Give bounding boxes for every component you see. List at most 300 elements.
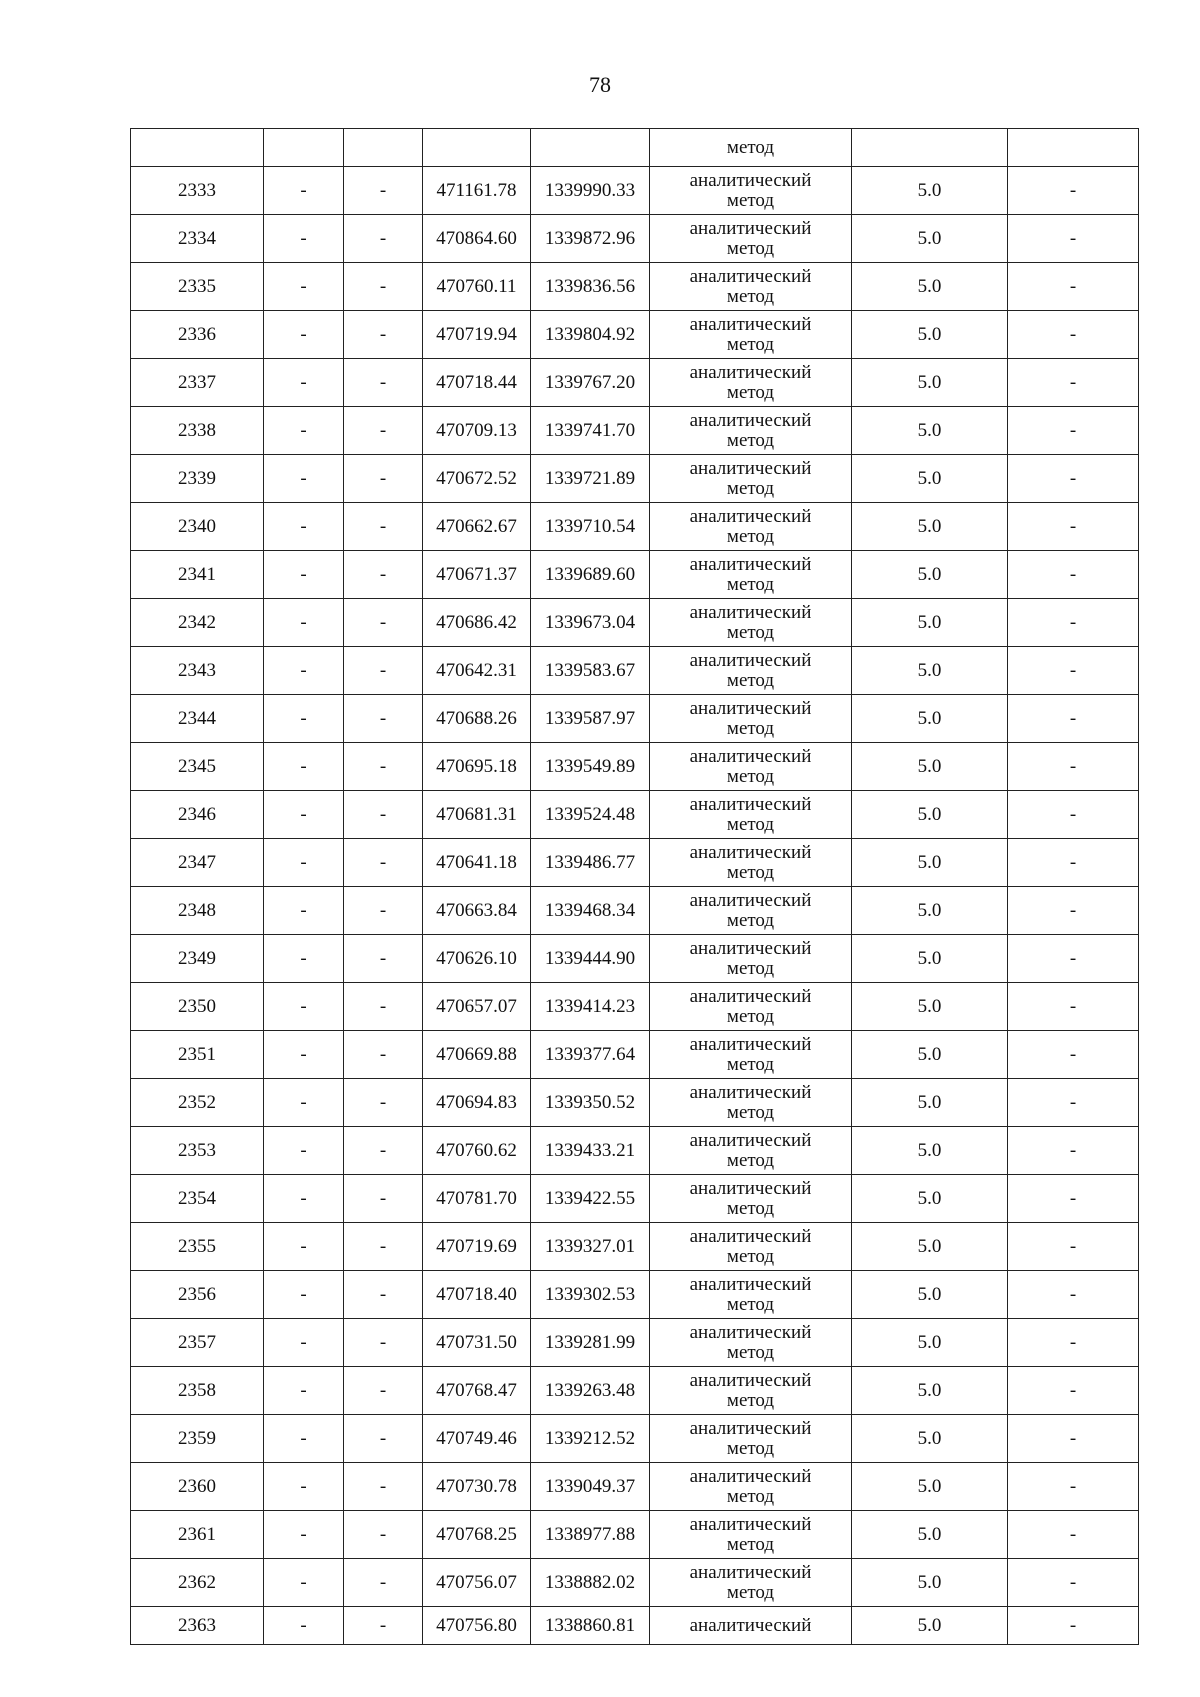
cell-point-number: 2356 bbox=[131, 1271, 264, 1319]
cell-accuracy: 5.0 bbox=[852, 215, 1008, 263]
cell-x-coordinate: 470760.11 bbox=[423, 263, 531, 311]
cell-dash: - bbox=[1008, 551, 1139, 599]
table-row bbox=[131, 1463, 1139, 1511]
cell-dash: - bbox=[1008, 791, 1139, 839]
cell-x-coordinate: 470657.07 bbox=[423, 983, 531, 1031]
table-row bbox=[131, 263, 1139, 311]
cell-method bbox=[650, 311, 852, 359]
method-line-2: метод bbox=[726, 285, 775, 307]
method-line-2: метод bbox=[726, 237, 775, 259]
cell-method bbox=[650, 551, 852, 599]
cell-y-coordinate: 1338860.81 bbox=[531, 1607, 650, 1645]
table-row bbox=[131, 1319, 1139, 1367]
method-line-2: метод bbox=[726, 909, 775, 931]
cell-method bbox=[650, 935, 852, 983]
cell-dash: - bbox=[264, 1271, 344, 1319]
cell-dash: - bbox=[264, 311, 344, 359]
method-line-1: аналитический bbox=[689, 1417, 812, 1439]
table-row bbox=[131, 935, 1139, 983]
cell-dash: - bbox=[1008, 935, 1139, 983]
table-row bbox=[131, 167, 1139, 215]
method-line-2: метод bbox=[726, 525, 775, 547]
cell-y-coordinate: 1339414.23 bbox=[531, 983, 650, 1031]
cell-dash: - bbox=[344, 263, 423, 311]
cell-dash: - bbox=[344, 839, 423, 887]
cell-accuracy: 5.0 bbox=[852, 1559, 1008, 1607]
cell-point-number: 2363 bbox=[131, 1607, 264, 1645]
method-line-2: метод bbox=[726, 573, 775, 595]
cell-dash: - bbox=[264, 215, 344, 263]
table-row bbox=[131, 839, 1139, 887]
cell-dash: - bbox=[264, 1463, 344, 1511]
table-row bbox=[131, 551, 1139, 599]
table-row bbox=[131, 1559, 1139, 1607]
method-line-1: аналитический bbox=[689, 169, 812, 191]
cell-method bbox=[650, 215, 852, 263]
cell-accuracy: 5.0 bbox=[852, 839, 1008, 887]
table-row bbox=[131, 1367, 1139, 1415]
cell-y-coordinate: 1339433.21 bbox=[531, 1127, 650, 1175]
cell-x-coordinate: 470768.47 bbox=[423, 1367, 531, 1415]
cell-dash: - bbox=[264, 743, 344, 791]
cell-accuracy: 5.0 bbox=[852, 1415, 1008, 1463]
table-row bbox=[131, 743, 1139, 791]
cell-y-coordinate: 1339212.52 bbox=[531, 1415, 650, 1463]
cell-y-coordinate: 1339327.01 bbox=[531, 1223, 650, 1271]
table-row bbox=[131, 983, 1139, 1031]
cell-x-coordinate: 470662.67 bbox=[423, 503, 531, 551]
cell-x-coordinate: 470781.70 bbox=[423, 1175, 531, 1223]
method-line-1: аналитический bbox=[689, 457, 812, 479]
cell-y-coordinate: 1339583.67 bbox=[531, 647, 650, 695]
cell-empty bbox=[531, 129, 650, 167]
cell-x-coordinate: 470749.46 bbox=[423, 1415, 531, 1463]
cell-accuracy: 5.0 bbox=[852, 311, 1008, 359]
cell-accuracy: 5.0 bbox=[852, 503, 1008, 551]
cell-accuracy: 5.0 bbox=[852, 1463, 1008, 1511]
cell-dash: - bbox=[1008, 1175, 1139, 1223]
cell-dash: - bbox=[264, 1511, 344, 1559]
cell-dash: - bbox=[1008, 1367, 1139, 1415]
cell-accuracy: 5.0 bbox=[852, 455, 1008, 503]
cell-dash: - bbox=[344, 1319, 423, 1367]
cell-method bbox=[650, 791, 852, 839]
cell-dash: - bbox=[344, 599, 423, 647]
table-row bbox=[131, 1415, 1139, 1463]
cell-method: аналитический bbox=[650, 1607, 852, 1645]
cell-x-coordinate: 470864.60 bbox=[423, 215, 531, 263]
method-line-2: метод bbox=[726, 1389, 775, 1411]
cell-point-number: 2342 bbox=[131, 599, 264, 647]
cell-method bbox=[650, 743, 852, 791]
table-row bbox=[131, 647, 1139, 695]
cell-method bbox=[650, 983, 852, 1031]
cell-dash: - bbox=[344, 1031, 423, 1079]
cell-method bbox=[650, 695, 852, 743]
cell-dash: - bbox=[344, 1511, 423, 1559]
cell-dash: - bbox=[1008, 1127, 1139, 1175]
cell-dash: - bbox=[344, 407, 423, 455]
method-line-2: метод bbox=[726, 1485, 775, 1507]
cell-dash: - bbox=[264, 503, 344, 551]
method-line-1: аналитический bbox=[689, 217, 812, 239]
cell-method bbox=[650, 1511, 852, 1559]
method-line-1: аналитический bbox=[689, 1465, 812, 1487]
table-row bbox=[131, 1031, 1139, 1079]
cell-point-number: 2351 bbox=[131, 1031, 264, 1079]
cell-y-coordinate: 1339486.77 bbox=[531, 839, 650, 887]
cell-dash: - bbox=[264, 695, 344, 743]
cell-x-coordinate: 470642.31 bbox=[423, 647, 531, 695]
cell-x-coordinate: 470709.13 bbox=[423, 407, 531, 455]
cell-dash: - bbox=[1008, 599, 1139, 647]
cell-dash: - bbox=[264, 791, 344, 839]
cell-y-coordinate: 1339673.04 bbox=[531, 599, 650, 647]
cell-method bbox=[650, 1079, 852, 1127]
cell-dash: - bbox=[1008, 1031, 1139, 1079]
cell-accuracy: 5.0 bbox=[852, 1127, 1008, 1175]
cell-point-number: 2358 bbox=[131, 1367, 264, 1415]
cell-dash: - bbox=[1008, 1079, 1139, 1127]
method-line-1: аналитический bbox=[689, 985, 812, 1007]
cell-dash: - bbox=[344, 887, 423, 935]
cell-x-coordinate: 470718.44 bbox=[423, 359, 531, 407]
cell-method: метод bbox=[650, 129, 852, 167]
method-line-2: метод bbox=[726, 621, 775, 643]
cell-method bbox=[650, 1319, 852, 1367]
cell-accuracy: 5.0 bbox=[852, 167, 1008, 215]
cell-method bbox=[650, 599, 852, 647]
cell-method bbox=[650, 359, 852, 407]
cell-dash: - bbox=[344, 935, 423, 983]
cell-dash: - bbox=[264, 1559, 344, 1607]
cell-accuracy: 5.0 bbox=[852, 1031, 1008, 1079]
cell-point-number: 2353 bbox=[131, 1127, 264, 1175]
cell-x-coordinate: 470681.31 bbox=[423, 791, 531, 839]
table-row bbox=[131, 1511, 1139, 1559]
cell-x-coordinate: 470671.37 bbox=[423, 551, 531, 599]
cell-point-number: 2340 bbox=[131, 503, 264, 551]
table-row bbox=[131, 695, 1139, 743]
cell-x-coordinate: 470695.18 bbox=[423, 743, 531, 791]
method-line-1: аналитический bbox=[689, 1033, 812, 1055]
method-line-2: метод bbox=[726, 333, 775, 355]
method-line-2: метод bbox=[726, 813, 775, 835]
method-line-1: аналитический bbox=[689, 697, 812, 719]
cell-x-coordinate: 470719.94 bbox=[423, 311, 531, 359]
page-number: 78 bbox=[589, 72, 611, 97]
method-line-2: метод bbox=[726, 189, 775, 211]
method-line-2: метод bbox=[726, 1341, 775, 1363]
cell-dash: - bbox=[1008, 983, 1139, 1031]
cell-dash: - bbox=[264, 1367, 344, 1415]
method-line-1: аналитический bbox=[689, 1513, 812, 1535]
cell-method bbox=[650, 839, 852, 887]
cell-method bbox=[650, 887, 852, 935]
method-line-2: метод bbox=[726, 1437, 775, 1459]
cell-method bbox=[650, 1031, 852, 1079]
cell-point-number: 2335 bbox=[131, 263, 264, 311]
cell-point-number: 2357 bbox=[131, 1319, 264, 1367]
cell-point-number: 2360 bbox=[131, 1463, 264, 1511]
table-row bbox=[131, 791, 1139, 839]
method-line-1: аналитический bbox=[689, 313, 812, 335]
cell-method bbox=[650, 1463, 852, 1511]
method-line-1: аналитический bbox=[689, 1561, 812, 1583]
cell-x-coordinate: 470686.42 bbox=[423, 599, 531, 647]
cell-dash: - bbox=[264, 407, 344, 455]
method-line-1: аналитический bbox=[689, 1321, 812, 1343]
method-line-2: метод bbox=[726, 861, 775, 883]
cell-y-coordinate: 1339872.96 bbox=[531, 215, 650, 263]
cell-dash: - bbox=[1008, 887, 1139, 935]
cell-x-coordinate: 470756.07 bbox=[423, 1559, 531, 1607]
cell-accuracy: 5.0 bbox=[852, 935, 1008, 983]
method-line-1: аналитический bbox=[689, 505, 812, 527]
cell-dash: - bbox=[264, 1127, 344, 1175]
table-row bbox=[131, 215, 1139, 263]
method-line-1: аналитический bbox=[689, 361, 812, 383]
cell-dash: - bbox=[264, 1223, 344, 1271]
cell-dash: - bbox=[344, 1223, 423, 1271]
cell-point-number: 2341 bbox=[131, 551, 264, 599]
cell-method bbox=[650, 167, 852, 215]
cell-dash: - bbox=[344, 215, 423, 263]
cell-dash: - bbox=[264, 455, 344, 503]
method-line-2: метод bbox=[726, 1101, 775, 1123]
cell-accuracy: 5.0 bbox=[852, 551, 1008, 599]
cell-method bbox=[650, 407, 852, 455]
cell-dash: - bbox=[1008, 1415, 1139, 1463]
cell-y-coordinate: 1339263.48 bbox=[531, 1367, 650, 1415]
cell-method bbox=[650, 263, 852, 311]
cell-dash: - bbox=[264, 935, 344, 983]
cell-y-coordinate: 1339741.70 bbox=[531, 407, 650, 455]
cell-accuracy: 5.0 bbox=[852, 1367, 1008, 1415]
table-row bbox=[131, 1607, 1139, 1645]
cell-y-coordinate: 1339350.52 bbox=[531, 1079, 650, 1127]
cell-y-coordinate: 1339377.64 bbox=[531, 1031, 650, 1079]
cell-y-coordinate: 1339422.55 bbox=[531, 1175, 650, 1223]
cell-x-coordinate: 470730.78 bbox=[423, 1463, 531, 1511]
cell-dash: - bbox=[344, 743, 423, 791]
method-line-1: аналитический bbox=[689, 793, 812, 815]
cell-point-number: 2350 bbox=[131, 983, 264, 1031]
method-line-1: аналитический bbox=[689, 649, 812, 671]
cell-dash: - bbox=[264, 647, 344, 695]
cell-method bbox=[650, 1127, 852, 1175]
cell-dash: - bbox=[344, 791, 423, 839]
method-line-2: метод bbox=[726, 477, 775, 499]
cell-point-number: 2334 bbox=[131, 215, 264, 263]
cell-y-coordinate: 1339049.37 bbox=[531, 1463, 650, 1511]
cell-point-number: 2355 bbox=[131, 1223, 264, 1271]
table-row bbox=[131, 311, 1139, 359]
cell-dash: - bbox=[264, 167, 344, 215]
cell-accuracy: 5.0 bbox=[852, 1175, 1008, 1223]
table-row bbox=[131, 599, 1139, 647]
cell-empty bbox=[1008, 129, 1139, 167]
cell-dash: - bbox=[1008, 455, 1139, 503]
cell-dash: - bbox=[344, 503, 423, 551]
cell-dash: - bbox=[1008, 407, 1139, 455]
cell-accuracy: 5.0 bbox=[852, 1223, 1008, 1271]
cell-dash: - bbox=[344, 455, 423, 503]
method-line-2: метод bbox=[726, 669, 775, 691]
method-line-2: метод bbox=[726, 1245, 775, 1267]
cell-dash: - bbox=[344, 695, 423, 743]
cell-dash: - bbox=[1008, 1271, 1139, 1319]
cell-method bbox=[650, 1271, 852, 1319]
cell-dash: - bbox=[1008, 647, 1139, 695]
cell-dash: - bbox=[1008, 839, 1139, 887]
table-row bbox=[131, 1127, 1139, 1175]
cell-y-coordinate: 1339804.92 bbox=[531, 311, 650, 359]
cell-accuracy: 5.0 bbox=[852, 1607, 1008, 1645]
cell-method bbox=[650, 647, 852, 695]
cell-point-number: 2354 bbox=[131, 1175, 264, 1223]
cell-point-number: 2339 bbox=[131, 455, 264, 503]
cell-dash: - bbox=[344, 1607, 423, 1645]
method-line-2: метод bbox=[726, 429, 775, 451]
table-row bbox=[131, 455, 1139, 503]
cell-dash: - bbox=[1008, 695, 1139, 743]
cell-dash: - bbox=[1008, 743, 1139, 791]
cell-accuracy: 5.0 bbox=[852, 1319, 1008, 1367]
cell-accuracy: 5.0 bbox=[852, 695, 1008, 743]
cell-x-coordinate: 470641.18 bbox=[423, 839, 531, 887]
method-line-2: метод bbox=[726, 1005, 775, 1027]
method-line-1: аналитический bbox=[689, 1369, 812, 1391]
cell-dash: - bbox=[344, 1559, 423, 1607]
method-line-1: аналитический bbox=[689, 265, 812, 287]
cell-dash: - bbox=[264, 263, 344, 311]
cell-y-coordinate: 1338882.02 bbox=[531, 1559, 650, 1607]
cell-accuracy: 5.0 bbox=[852, 983, 1008, 1031]
cell-y-coordinate: 1339281.99 bbox=[531, 1319, 650, 1367]
cell-y-coordinate: 1339767.20 bbox=[531, 359, 650, 407]
cell-y-coordinate: 1339587.97 bbox=[531, 695, 650, 743]
cell-dash: - bbox=[264, 839, 344, 887]
cell-dash: - bbox=[1008, 263, 1139, 311]
cell-method bbox=[650, 1367, 852, 1415]
cell-point-number: 2352 bbox=[131, 1079, 264, 1127]
cell-dash: - bbox=[1008, 1463, 1139, 1511]
cell-y-coordinate: 1339524.48 bbox=[531, 791, 650, 839]
cell-dash: - bbox=[264, 551, 344, 599]
cell-y-coordinate: 1339302.53 bbox=[531, 1271, 650, 1319]
cell-dash: - bbox=[264, 1319, 344, 1367]
table-row bbox=[131, 1175, 1139, 1223]
cell-dash: - bbox=[344, 1079, 423, 1127]
cell-y-coordinate: 1338977.88 bbox=[531, 1511, 650, 1559]
cell-dash: - bbox=[264, 359, 344, 407]
cell-y-coordinate: 1339444.90 bbox=[531, 935, 650, 983]
cell-empty bbox=[423, 129, 531, 167]
method-line-1: аналитический bbox=[689, 1081, 812, 1103]
method-line-2: метод bbox=[726, 1149, 775, 1171]
cell-method bbox=[650, 1559, 852, 1607]
cell-dash: - bbox=[264, 1607, 344, 1645]
cell-y-coordinate: 1339721.89 bbox=[531, 455, 650, 503]
cell-x-coordinate: 470669.88 bbox=[423, 1031, 531, 1079]
cell-method bbox=[650, 1175, 852, 1223]
cell-accuracy: 5.0 bbox=[852, 1271, 1008, 1319]
cell-y-coordinate: 1339468.34 bbox=[531, 887, 650, 935]
cell-x-coordinate: 470626.10 bbox=[423, 935, 531, 983]
cell-y-coordinate: 1339990.33 bbox=[531, 167, 650, 215]
cell-point-number: 2361 bbox=[131, 1511, 264, 1559]
method-line-2: метод bbox=[726, 1197, 775, 1219]
cell-dash: - bbox=[344, 167, 423, 215]
cell-x-coordinate: 470688.26 bbox=[423, 695, 531, 743]
table-row bbox=[131, 887, 1139, 935]
cell-empty bbox=[344, 129, 423, 167]
cell-accuracy: 5.0 bbox=[852, 791, 1008, 839]
cell-dash: - bbox=[344, 551, 423, 599]
cell-x-coordinate: 470694.83 bbox=[423, 1079, 531, 1127]
method-line-1: аналитический bbox=[689, 889, 812, 911]
cell-accuracy: 5.0 bbox=[852, 359, 1008, 407]
table-body bbox=[131, 129, 1139, 1645]
cell-y-coordinate: 1339549.89 bbox=[531, 743, 650, 791]
cell-point-number: 2359 bbox=[131, 1415, 264, 1463]
cell-y-coordinate: 1339689.60 bbox=[531, 551, 650, 599]
method-line-1: аналитический bbox=[689, 745, 812, 767]
cell-y-coordinate: 1339710.54 bbox=[531, 503, 650, 551]
cell-x-coordinate: 470718.40 bbox=[423, 1271, 531, 1319]
cell-accuracy: 5.0 bbox=[852, 743, 1008, 791]
cell-dash: - bbox=[344, 359, 423, 407]
coordinates-table bbox=[130, 128, 1139, 1645]
cell-point-number: 2343 bbox=[131, 647, 264, 695]
cell-point-number: 2346 bbox=[131, 791, 264, 839]
method-line-2: метод bbox=[726, 957, 775, 979]
cell-dash: - bbox=[264, 1175, 344, 1223]
cell-point-number: 2348 bbox=[131, 887, 264, 935]
cell-point-number: 2337 bbox=[131, 359, 264, 407]
cell-dash: - bbox=[264, 983, 344, 1031]
cell-point-number: 2336 bbox=[131, 311, 264, 359]
cell-point-number: 2345 bbox=[131, 743, 264, 791]
cell-dash: - bbox=[1008, 1319, 1139, 1367]
method-line-1: аналитический bbox=[689, 409, 812, 431]
method-line-2: метод bbox=[726, 1581, 775, 1603]
cell-dash: - bbox=[1008, 1223, 1139, 1271]
cell-x-coordinate: 470760.62 bbox=[423, 1127, 531, 1175]
cell-x-coordinate: 470731.50 bbox=[423, 1319, 531, 1367]
method-line-1: аналитический bbox=[689, 1273, 812, 1295]
method-line-1: аналитический bbox=[689, 937, 812, 959]
cell-dash: - bbox=[1008, 311, 1139, 359]
cell-dash: - bbox=[1008, 359, 1139, 407]
cell-point-number: 2347 bbox=[131, 839, 264, 887]
cell-accuracy: 5.0 bbox=[852, 1079, 1008, 1127]
method-line-2: метод bbox=[726, 1293, 775, 1315]
continuation-row bbox=[131, 129, 1139, 167]
cell-method bbox=[650, 1415, 852, 1463]
cell-dash: - bbox=[264, 599, 344, 647]
cell-accuracy: 5.0 bbox=[852, 407, 1008, 455]
method-line-2: метод bbox=[726, 1053, 775, 1075]
table-row bbox=[131, 359, 1139, 407]
cell-y-coordinate: 1339836.56 bbox=[531, 263, 650, 311]
cell-x-coordinate: 470768.25 bbox=[423, 1511, 531, 1559]
cell-x-coordinate: 470663.84 bbox=[423, 887, 531, 935]
cell-dash: - bbox=[344, 647, 423, 695]
cell-dash: - bbox=[344, 1271, 423, 1319]
cell-point-number: 2344 bbox=[131, 695, 264, 743]
